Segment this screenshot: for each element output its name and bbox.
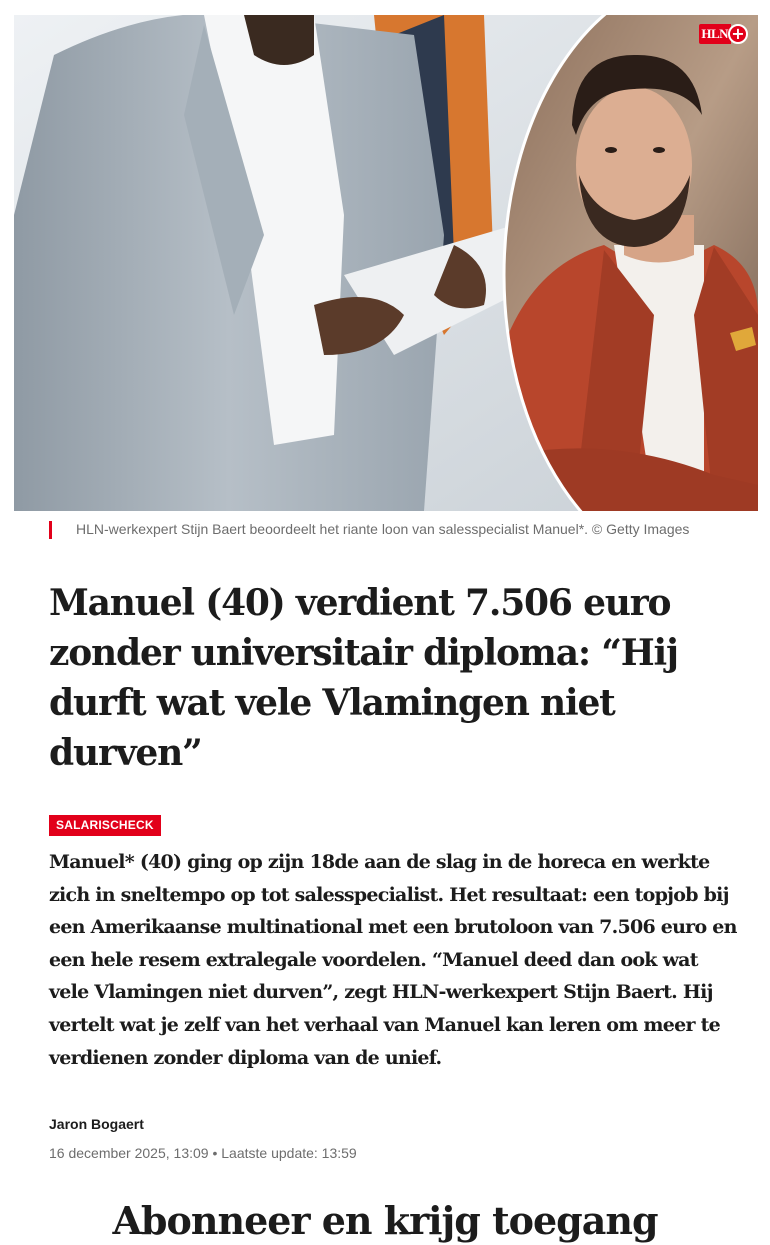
hero-image (14, 15, 758, 511)
category-tag[interactable]: SALARISCHECK (49, 815, 161, 836)
image-caption: HLN-werkexpert Stijn Baert beoordeelt het riante loon van salesspecialist Manuel*. © Getty Images (76, 521, 690, 537)
updated-date: Laatste update: 13:59 (221, 1145, 357, 1161)
article-lead: Manuel* (40) ging op zijn 18de aan de slag in de horeca en werkte zich in sneltempo op tot salesspecialist. Het resultaat: een topjob bij een Amerikaanse multinational met een brutoloon van 7.506 euro en een hele resem extralegale voordelen. “Manuel deed dan ook wat vele Vlamingen niet durven”, zegt HLN-werkexpert Stijn Baert. Hij vertelt wat je zelf van het verhaal van Manuel kan leren om meer te verdienen zonder diploma van de unief. (49, 851, 737, 1069)
article-headline: Manuel (40) verdient 7.506 euro zonder universitair diploma: “Hij durft wat vele Vlamingen niet durven” (49, 582, 678, 774)
article-meta (49, 1144, 357, 1162)
plus-icon: + (728, 24, 748, 44)
caption-accent-bar (49, 521, 52, 539)
author-name[interactable]: Jaron Bogaert (49, 1116, 144, 1132)
hero-photo (14, 15, 758, 511)
subscribe-promo-heading: Abonneer en krijg toegang (112, 1198, 658, 1243)
hln-plus-badge[interactable] (699, 24, 748, 44)
published-date: 16 december 2025, 13:09 (49, 1145, 209, 1161)
meta-separator: • (212, 1145, 218, 1161)
hln-logo-text: HLN (699, 24, 731, 44)
